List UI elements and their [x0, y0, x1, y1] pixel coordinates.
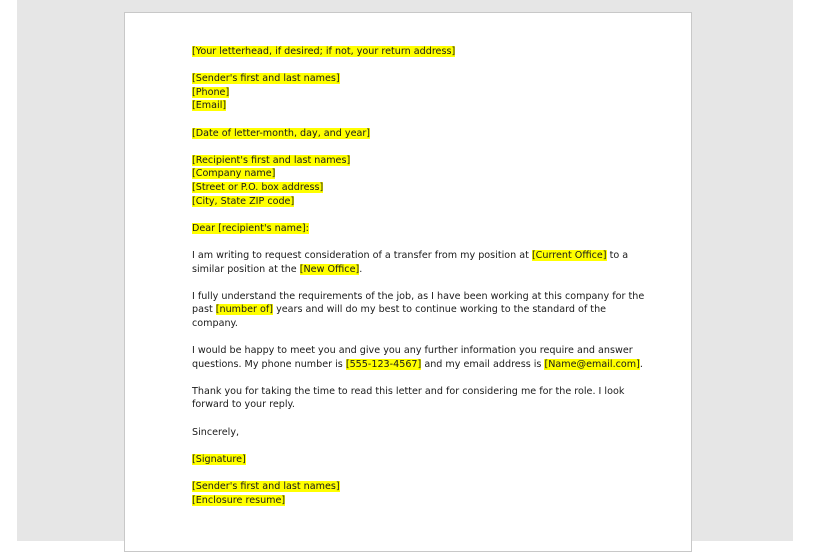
sender-email-placeholder: [Email]	[192, 100, 227, 112]
city-line	[192, 195, 632, 209]
number-of-years-placeholder: [number of]	[215, 304, 274, 316]
salutation-placeholder: Dear [recipient's name]:	[192, 222, 309, 234]
closing-line: Sincerely,	[192, 426, 240, 438]
closing-name-placeholder: [Sender's first and last names]	[192, 481, 340, 492]
paragraph-4-line-2: forward to your reply.	[192, 399, 295, 411]
company-name-line	[192, 167, 632, 181]
sender-name-placeholder: [Sender's first and last names]	[192, 73, 340, 85]
closing-name-line	[192, 480, 632, 494]
document-page[interactable]	[124, 12, 692, 552]
recipient-name-placeholder: [Recipient's first and last names]	[192, 154, 351, 166]
phone-number-placeholder: [555-123-4567]	[345, 358, 422, 370]
sender-phone-placeholder: [Phone]	[192, 86, 230, 98]
email-placeholder: [Name@email.com]	[544, 358, 640, 370]
text: to a	[606, 249, 629, 261]
paragraph-2-line-3: company.	[192, 317, 238, 329]
new-office-placeholder: [New Office]	[299, 263, 360, 275]
date-line	[192, 127, 632, 141]
paragraph-4-line-1: Thank you for taking the time to read this letter and for considering me for the role. I look	[192, 385, 625, 397]
paragraph-3-line-1: I would be happy to meet you and give you any further information you require and answer	[192, 345, 633, 357]
date-placeholder: [Date of letter-month, day, and year]	[192, 127, 371, 139]
city-placeholder: [City, State ZIP code]	[192, 195, 295, 207]
enclosure-line	[192, 494, 632, 508]
sender-phone-line	[192, 86, 632, 100]
text: I am writing to request consideration of a transfer from my position at	[192, 249, 532, 261]
letter-body[interactable]	[192, 45, 645, 507]
sender-email-line	[192, 99, 632, 113]
paragraph-1-line-1	[192, 249, 632, 263]
paragraph-2-line-2	[192, 303, 632, 317]
recipient-name-line	[192, 154, 632, 168]
company-name-placeholder: [Company name]	[192, 168, 276, 180]
signature-placeholder: [Signature]	[192, 453, 246, 465]
street-line	[192, 181, 632, 195]
current-office-placeholder: [Current Office]	[531, 249, 607, 261]
enclosure-placeholder: [Enclosure resume]	[192, 494, 286, 506]
text: years and will do my best to continue working to the standard of the	[273, 304, 607, 316]
text: .	[359, 263, 363, 275]
text: and my email address is	[421, 358, 545, 370]
sender-name-line	[192, 72, 632, 86]
paragraph-3-line-2	[192, 358, 643, 372]
text: similar position at the	[192, 263, 300, 275]
text: .	[639, 358, 643, 370]
salutation-line	[192, 222, 632, 236]
paragraph-1-line-2	[192, 263, 632, 277]
text: questions. My phone number is	[192, 358, 346, 370]
letterhead-placeholder: [Your letterhead, if desired; if not, your return address]	[192, 46, 456, 57]
text: past	[192, 304, 216, 316]
paragraph-2-line-1: I fully understand the requirements of the job, as I have been working at this company for the	[192, 290, 645, 302]
signature-line	[192, 453, 632, 467]
street-placeholder: [Street or P.O. box address]	[192, 181, 324, 193]
letterhead-line	[192, 45, 632, 59]
